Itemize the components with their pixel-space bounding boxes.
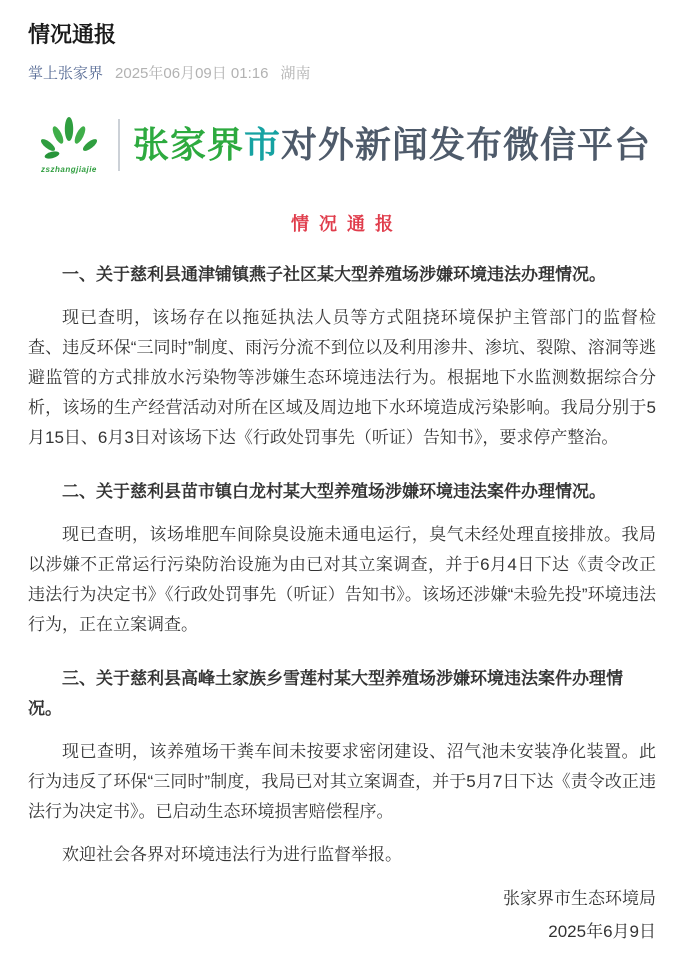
banner-title-rest: 对外新闻发布微信平台 — [281, 125, 652, 165]
page-title: 情况通报 — [28, 22, 117, 47]
signature-org: 张家界市生态环境局 — [503, 889, 656, 908]
account-link[interactable]: 掌上张家界 — [28, 65, 104, 82]
section-heading: 二、关于慈利县苗市镇白龙村某大型养殖场涉嫌环境违法案件办理情况。 — [62, 482, 606, 501]
byline — [28, 64, 656, 84]
platform-banner — [28, 104, 656, 186]
banner-title-city-teal: 市 — [243, 125, 281, 165]
signature — [28, 882, 656, 948]
section-3 — [28, 664, 656, 827]
section-heading: 一、关于慈利县通津铺镇燕子社区某大型养殖场涉嫌环境违法办理情况。 — [62, 265, 606, 284]
section-paragraph: 现已查明，该养殖场干粪车间未按要求密闭建设、沼气池未安装净化装置。此行为违反了环保“三同时”制度，我局已对其立案调查，并于5月7日下达《责令改正违法行为决定书》。已启动生态环境损害赔偿程序。 — [28, 742, 656, 821]
signature-date: 2025年6月9日 — [548, 922, 656, 941]
section-heading: 三、关于慈利县高峰土家族乡雪莲村某大型养殖场涉嫌环境违法案件办理情况。 — [28, 669, 623, 718]
section-paragraph: 现已查明，该场堆肥车间除臭设施未通电运行，臭气未经处理直接排放。我局以涉嫌不正常运行污染防治设施为由已对其立案调查，并于6月4日下达《责令改正违法行为决定书》《行政处罚事先（听证）告知书》。该场还涉嫌“未验先投”环境违法行为，正在立案调查。 — [28, 525, 656, 634]
zhangjiajie-logo — [33, 116, 105, 174]
leaves-icon — [38, 116, 100, 165]
section-paragraph: 现已查明，该场存在以拖延执法人员等方式阻挠环境保护主管部门的监督检查、违反环保“三同时”制度、雨污分流不到位以及利用渗井、渗坑、裂隙、溶洞等逃避监管的方式排放水污染物等涉嫌生态环境违法行为。根据地下水监测数据综合分析，该场的生产经营活动对所在区域及周边地下水环境造成污染影响。我局分别于5月15日、6月3日对该场下达《行政处罚事先（听证）告知书》，要求停产整治。 — [28, 308, 656, 447]
publish-datetime: 2025年06月09日 01:16 — [115, 65, 269, 82]
publish-region: 湖南 — [280, 65, 311, 82]
section-2 — [28, 477, 656, 640]
closing-line: 欢迎社会各界对环境违法行为进行监督举报。 — [62, 845, 402, 864]
banner-title-city-green: 张家界 — [132, 125, 244, 165]
notice-title: 情况通报 — [291, 214, 403, 234]
logo-script-text: zszhangjiajie — [41, 165, 97, 174]
banner-divider — [118, 119, 120, 171]
banner-title — [133, 123, 651, 167]
section-1 — [28, 260, 656, 453]
